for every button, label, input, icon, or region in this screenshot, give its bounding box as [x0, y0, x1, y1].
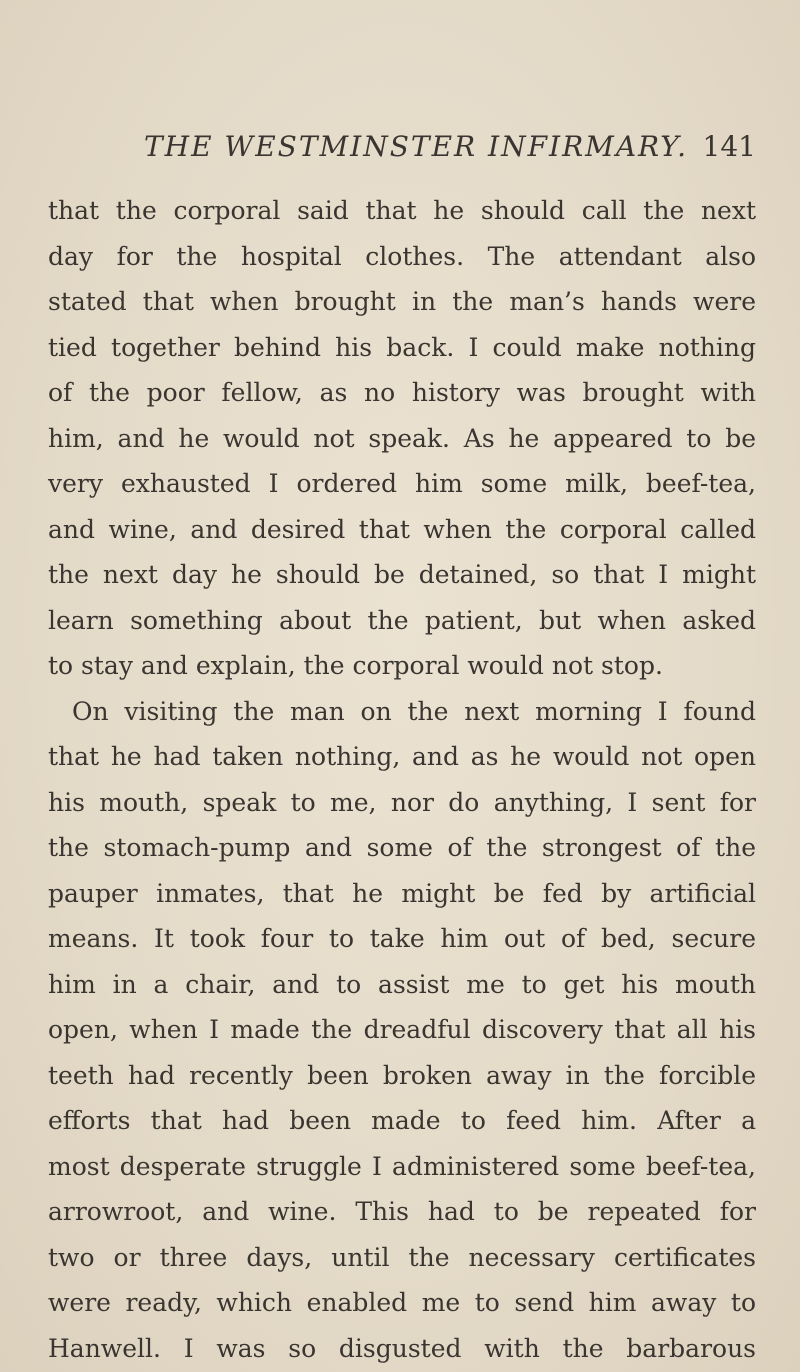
text-line: of the poor fellow, as no history was brought with — [48, 378, 756, 407]
text-line: On visiting the man on the next morning I found — [72, 696, 756, 726]
text-line: that the corporal said that he should call the next — [48, 196, 756, 225]
running-head — [48, 130, 756, 170]
text-line: teeth had recently been broken away in the forcible — [48, 1060, 756, 1090]
text-line: to stay and explain, the corporal would not stop. — [48, 651, 663, 680]
text-line: him, and he would not speak. As he appeared to be — [48, 423, 756, 453]
text-line: and wine, and desired that when the corporal called — [48, 514, 756, 544]
text-line: Hanwell. I was so disgusted with the barbarous — [48, 1333, 756, 1363]
text-line: arrowroot, and wine. This had to be repeated for — [48, 1197, 756, 1226]
text-line: the next day he should be detained, so that I might — [48, 560, 756, 589]
text-line: the stomach-pump and some of the strongest of the — [48, 833, 756, 862]
text-line: very exhausted I ordered him some milk, beef-tea, — [48, 469, 756, 498]
text-line: day for the hospital clothes. The attendant also — [48, 241, 756, 271]
text-line: efforts that had been made to feed him. After a — [48, 1106, 756, 1135]
text-line: his mouth, speak to me, nor do anything, I sent for — [48, 787, 756, 817]
text-line: pauper inmates, that he might be fed by artificial — [48, 878, 756, 908]
text-line: that he had taken nothing, and as he would not open — [48, 742, 756, 771]
running-title: THE WESTMINSTER INFIRMARY. — [144, 130, 689, 163]
text-line: were ready, which enabled me to send him away to — [48, 1288, 756, 1317]
text-line: most desperate struggle I administered some beef-tea, — [48, 1151, 756, 1181]
text-line: him in a chair, and to assist me to get his mouth — [48, 969, 756, 999]
text-line: means. It took four to take him out of bed, secure — [48, 924, 756, 953]
text-line: open, when I made the dreadful discovery that all his — [48, 1015, 756, 1044]
text-line: stated that when brought in the man’s hands were — [48, 287, 756, 316]
page-number: 141 — [702, 130, 756, 163]
text-line: tied together behind his back. I could make nothing — [48, 332, 756, 362]
text-line: two or three days, until the necessary certificates — [48, 1242, 756, 1272]
body-text — [48, 188, 756, 1371]
text-line: learn something about the patient, but when asked — [48, 605, 756, 635]
